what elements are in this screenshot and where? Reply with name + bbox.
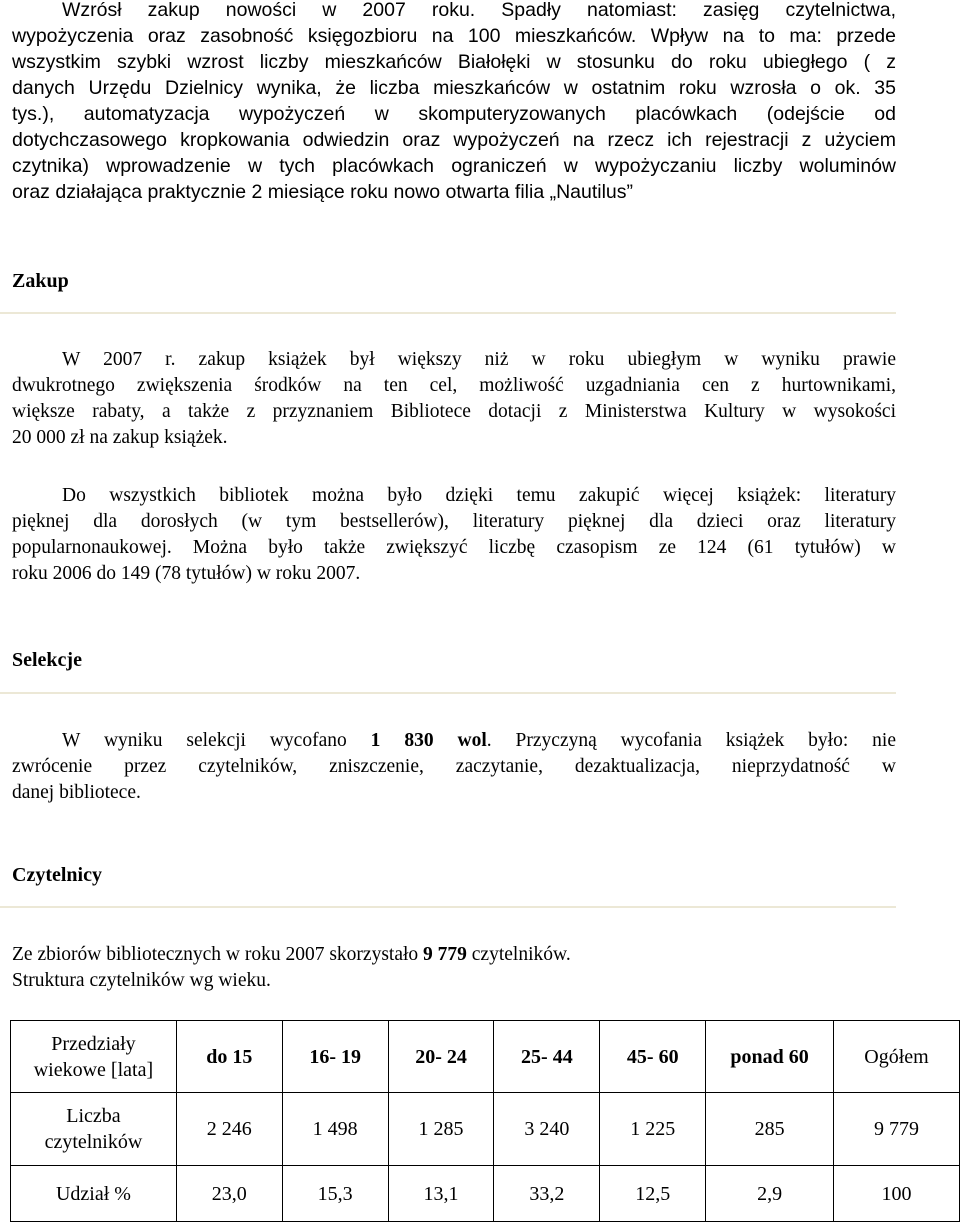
text-line: większe rabaty, a także z przyznaniem Bibliotece dotacji z Ministerstwa Kultury w wysokości bbox=[12, 401, 896, 422]
text-line: W 2007 r. zakup książek był większy niż w roku ubiegłym w wyniku prawie bbox=[62, 349, 896, 370]
withdrawn-count: 1 830 wol bbox=[370, 730, 487, 751]
text-span: . Przyczyną wycofania książek było: nie bbox=[486, 730, 896, 751]
table-header-label-line: wiekowe [lata] bbox=[33, 1058, 154, 1081]
text-span: Ze zbiorów bibliotecznych w roku 2007 skorzystało bbox=[12, 944, 424, 965]
table-column-header: 16- 19 bbox=[282, 1021, 388, 1093]
table-row-label: Udział % bbox=[11, 1166, 177, 1222]
table-cell: 9 779 bbox=[834, 1093, 960, 1166]
text-line: danej bibliotece. bbox=[12, 782, 141, 803]
zakup-paragraph-2 bbox=[12, 483, 896, 587]
section-heading-selekcje: Selekcje bbox=[12, 649, 82, 671]
text-span: czytelników. bbox=[466, 944, 571, 965]
table-header-row bbox=[11, 1021, 960, 1093]
text-line: czytnika) wprowadzenie w tych placówkach ograniczeń w wypożyczaniu liczby woluminów bbox=[12, 155, 896, 177]
table-cell: 13,1 bbox=[388, 1166, 494, 1222]
table-row bbox=[11, 1166, 960, 1222]
text-line: Wzrósł zakup nowości w 2007 roku. Spadły natomiast: zasięg czytelnictwa, bbox=[62, 0, 896, 21]
text-line bbox=[12, 942, 896, 968]
text-line: Struktura czytelników wg wieku. bbox=[12, 970, 271, 991]
table-header-label bbox=[11, 1021, 177, 1093]
text-line: danych Urzędu Dzielnicy wynika, że liczba mieszkańców w ostatnim roku wzrosła o ok. 35 bbox=[12, 77, 896, 99]
text-line: tys.), automatyzacja wypożyczeń w skomputeryzowanych placówkach (odejście od bbox=[12, 103, 896, 125]
text-line: Do wszystkich bibliotek można było dzięki temu zakupić więcej książek: literatury bbox=[62, 485, 896, 506]
section-divider bbox=[0, 692, 896, 694]
section-heading-zakup: Zakup bbox=[12, 270, 69, 292]
table-cell: 1 225 bbox=[600, 1093, 706, 1166]
table-cell: 12,5 bbox=[600, 1166, 706, 1222]
text-line: pięknej dla dorosłych (w tym bestsellerów), literatury pięknej dla dzieci oraz literatury bbox=[12, 511, 896, 532]
table-cell: 285 bbox=[706, 1093, 834, 1166]
table-column-header: 45- 60 bbox=[600, 1021, 706, 1093]
text-line: dotychczasowego kropkowania odwiedzin oraz wypożyczeń na rzecz ich rejestracji z użyciem bbox=[12, 129, 896, 151]
table-column-header: Ogółem bbox=[834, 1021, 960, 1093]
text-span: W wyniku selekcji wycofano bbox=[62, 730, 371, 751]
table-header-label-line: Przedziały bbox=[51, 1032, 136, 1055]
intro-paragraph bbox=[12, 0, 896, 205]
table-column-header: ponad 60 bbox=[706, 1021, 834, 1093]
text-line: wypożyczenia oraz zasobność księgozbioru na 100 mieszkańców. Wpływ na to ma: przede bbox=[12, 25, 896, 47]
table-cell: 2 246 bbox=[176, 1093, 282, 1166]
text-line: popularnonaukowej. Można było także zwiększyć liczbę czasopism ze 124 (61 tytułów) w bbox=[12, 537, 896, 558]
text-line: oraz działająca praktycznie 2 miesiące roku nowo otwarta filia „Nautilus” bbox=[12, 181, 634, 203]
readers-age-table bbox=[10, 1020, 960, 1222]
text-line: dwukrotnego zwiększenia środków na ten cel, możliwość uzgadniania cen z hurtownikami, bbox=[12, 375, 896, 396]
text-line: 20 000 zł na zakup książek. bbox=[12, 427, 228, 448]
czytelnicy-paragraph bbox=[12, 942, 896, 994]
table-cell: 23,0 bbox=[176, 1166, 282, 1222]
table-row-label-line: czytelników bbox=[44, 1131, 143, 1153]
table-cell: 3 240 bbox=[494, 1093, 600, 1166]
table-column-header: 20- 24 bbox=[388, 1021, 494, 1093]
section-heading-czytelnicy: Czytelnicy bbox=[12, 864, 102, 886]
readers-count: 9 779 bbox=[423, 944, 467, 965]
selekcje-paragraph bbox=[12, 728, 896, 806]
table-row-label-line: Liczba bbox=[66, 1105, 121, 1127]
table-cell: 1 285 bbox=[388, 1093, 494, 1166]
section-divider bbox=[0, 312, 896, 314]
text-line: zwrócenie przez czytelników, zniszczenie, zaczytanie, dezaktualizacja, nieprzydatność w bbox=[12, 756, 896, 777]
table-cell: 15,3 bbox=[282, 1166, 388, 1222]
table-column-header: 25- 44 bbox=[494, 1021, 600, 1093]
table-column-header: do 15 bbox=[176, 1021, 282, 1093]
table-cell: 2,9 bbox=[706, 1166, 834, 1222]
text-line bbox=[12, 728, 896, 754]
text-line: wszystkim szybki wzrost liczby mieszkańców Białołęki w stosunku do roku ubiegłego ( z bbox=[12, 51, 896, 73]
section-divider bbox=[0, 906, 896, 908]
table-row bbox=[11, 1093, 960, 1166]
zakup-paragraph-1 bbox=[12, 347, 896, 451]
table-cell: 33,2 bbox=[494, 1166, 600, 1222]
table-cell: 100 bbox=[834, 1166, 960, 1222]
text-line: roku 2006 do 149 (78 tytułów) w roku 2007. bbox=[12, 563, 361, 584]
table-row-label bbox=[11, 1093, 177, 1166]
table-cell: 1 498 bbox=[282, 1093, 388, 1166]
